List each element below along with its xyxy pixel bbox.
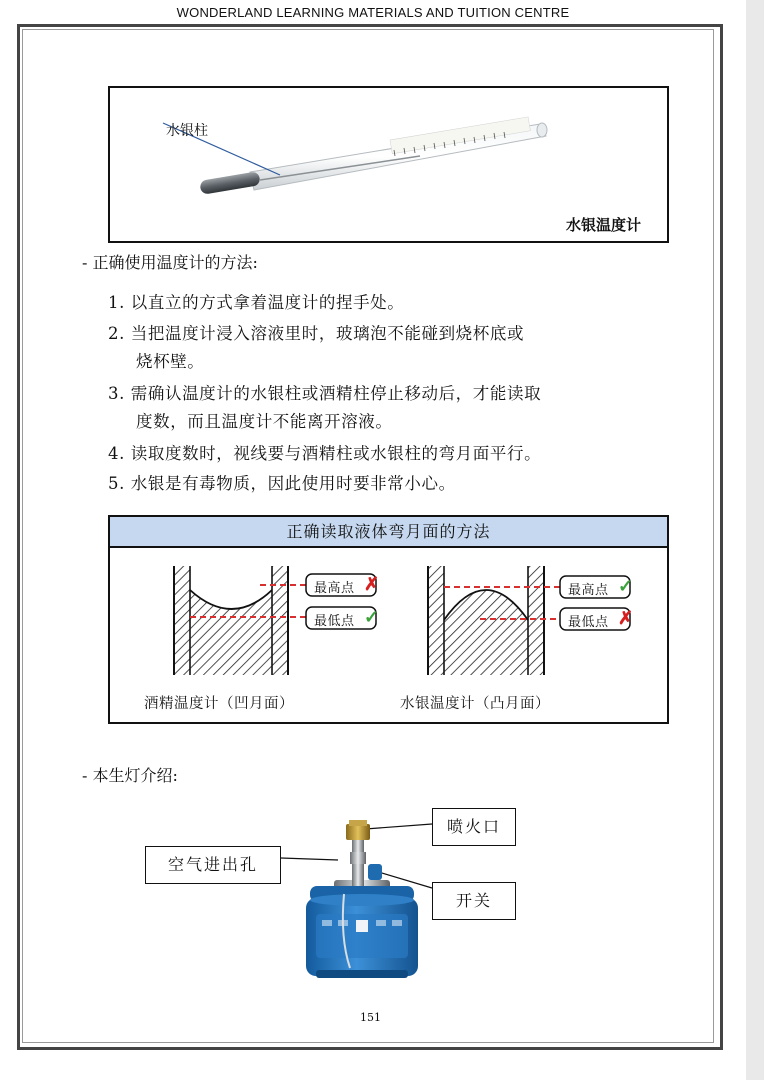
mercury-thermometer-caption: 水银温度计（凸月面） bbox=[400, 696, 550, 712]
check-icon: ✓ bbox=[364, 607, 380, 628]
air-hole-label: 空气进出孔 bbox=[145, 846, 281, 884]
left-lowest-label: 最低点 bbox=[314, 614, 355, 629]
page-number: 151 bbox=[360, 1011, 381, 1024]
usage-item-5: 5. 水银是有毒物质，因此使用时要非常小心。 bbox=[108, 474, 456, 493]
burner-heading: - 本生灯介绍: bbox=[82, 766, 178, 785]
usage-item-2: 2. 当把温度计浸入溶液里时，玻璃泡不能碰到烧杯底或 bbox=[108, 324, 525, 343]
thermometer-illustration bbox=[190, 112, 570, 207]
right-highest-label: 最高点 bbox=[568, 583, 609, 598]
cross-icon: ✗ bbox=[364, 574, 380, 595]
page-header: WONDERLAND LEARNING MATERIALS AND TUITION CENTRE bbox=[176, 5, 570, 20]
usage-item-2-cont: 烧杯壁。 bbox=[136, 352, 205, 371]
cross-icon: ✗ bbox=[618, 608, 634, 629]
viewer-scroll-strip bbox=[746, 0, 764, 1080]
mercury-column-label: 水银柱 bbox=[166, 123, 208, 139]
alcohol-thermometer-caption: 酒精温度计（凹月面） bbox=[144, 696, 294, 712]
usage-item-1: 1. 以直立的方式拿着温度计的捏手处。 bbox=[108, 293, 405, 312]
usage-item-3: 3. 需确认温度计的水银柱或酒精柱停止移动后，才能读取 bbox=[108, 384, 542, 403]
usage-heading: - 正确使用温度计的方法: bbox=[82, 253, 258, 272]
right-lowest-label: 最低点 bbox=[568, 615, 609, 630]
meniscus-method-title: 正确读取液体弯月面的方法 bbox=[110, 517, 667, 548]
switch-label: 开关 bbox=[432, 882, 516, 920]
usage-item-4: 4. 读取度数时，视线要与酒精柱或水银柱的弯月面平行。 bbox=[108, 444, 542, 463]
check-icon: ✓ bbox=[618, 576, 634, 597]
usage-item-3-cont: 度数，而且温度计不能离开溶液。 bbox=[136, 412, 393, 431]
left-highest-label: 最高点 bbox=[314, 581, 355, 596]
nozzle-label: 喷火口 bbox=[432, 808, 516, 846]
thermometer-caption: 水银温度计 bbox=[566, 216, 642, 234]
